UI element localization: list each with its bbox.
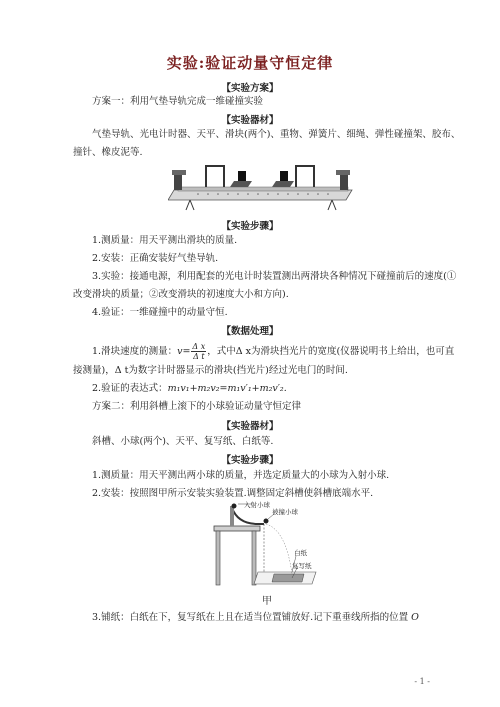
data-line-1-prefix: 1.滑块速度的测量： [92, 346, 178, 357]
data-line-3-prefix: 2.验证的表达式： [92, 383, 168, 394]
label-white-paper: 白纸 [294, 549, 307, 557]
section-heading-equipment-1: 【实验器材】 [221, 115, 279, 126]
data-line-3 [92, 382, 287, 395]
data-line-1 [92, 341, 454, 363]
page-number: - 1 - [414, 677, 430, 686]
plan-one-text: 方案一：利用气垫导轨完成一维碰撞实验 [92, 96, 264, 107]
fraction-numerator: Δ x [192, 342, 206, 351]
section-heading-steps-1: 【实验步骤】 [221, 221, 279, 232]
label-target-ball: 被撞小球 [272, 508, 298, 516]
step-1-3: 3.实验：接通电源，利用配套的光电计时装置测出两滑块各种情况下碰撞前后的速度(① [92, 271, 457, 282]
section-heading-steps-2: 【实验步骤】 [221, 455, 279, 466]
equals-sign: = [182, 346, 191, 357]
step-1-4: 4.验证：一维碰撞中的动量守恒. [92, 307, 228, 318]
step-1-3-cont: 改变滑块的质量；②改变滑块的初速度大小和方向). [73, 289, 289, 300]
section-heading-plan: 【实验方案】 [221, 83, 279, 94]
step-1-2: 2.安装：正确安装好气垫导轨. [92, 253, 219, 264]
step-2-3 [92, 611, 419, 624]
section-heading-equipment-2: 【实验器材】 [221, 421, 279, 432]
air-track-figure [168, 160, 358, 212]
label-incident-ball: 入射小球 [244, 501, 270, 509]
equipment-1-line-2: 撞针、橡皮泥等. [73, 147, 143, 158]
velocity-symbol: v [177, 346, 183, 357]
step-2-1: 1.测质量：用天平测出两小球的质量，并选定质量大的小球为入射小球. [92, 470, 390, 481]
step-2-3-text: 3.铺纸：白纸在下，复写纸在上且在适当位置铺放好.记下重垂线所指的位置 [92, 612, 409, 623]
page-title: 实验:验证动量守恒定律 [166, 54, 334, 72]
plan-two-text: 方案二：利用斜槽上滚下的小球验证动量守恒定律 [92, 401, 302, 412]
section-heading-data: 【数据处理】 [221, 326, 279, 337]
step-1-1: 1.测质量：用天平测出滑块的质量. [92, 235, 238, 246]
velocity-fraction [191, 342, 206, 361]
label-carbon-paper: 复写纸 [292, 562, 312, 570]
equipment-1-line-1: 气垫导轨、光电计时器、天平、滑块(两个)、重物、弹簧片、细绳、弹性碰撞架、胶布、 [92, 129, 461, 140]
data-line-1-suffix: ，式中Δ x为滑块挡光片的宽度(仪器说明书上给出，也可直 [207, 346, 455, 357]
chute-apparatus-figure [212, 500, 322, 590]
verification-formula: m₁v₁+m₂v₂=m₁v′₁+m₂v′₂. [167, 383, 287, 394]
point-o-symbol: O [411, 612, 419, 623]
fraction-denominator: Δ t [193, 352, 205, 361]
data-line-2: 接测量)，Δ t为数字计时器显示的滑块(挡光片)经过光电门的时间. [73, 365, 348, 376]
equipment-2-text: 斜槽、小球(两个)、天平、复写纸、白纸等. [92, 436, 274, 447]
step-2-2: 2.安装：按照图甲所示安装实验装置.调整固定斜槽使斜槽底端水平. [92, 488, 374, 499]
figure-caption: 甲 [262, 596, 272, 607]
